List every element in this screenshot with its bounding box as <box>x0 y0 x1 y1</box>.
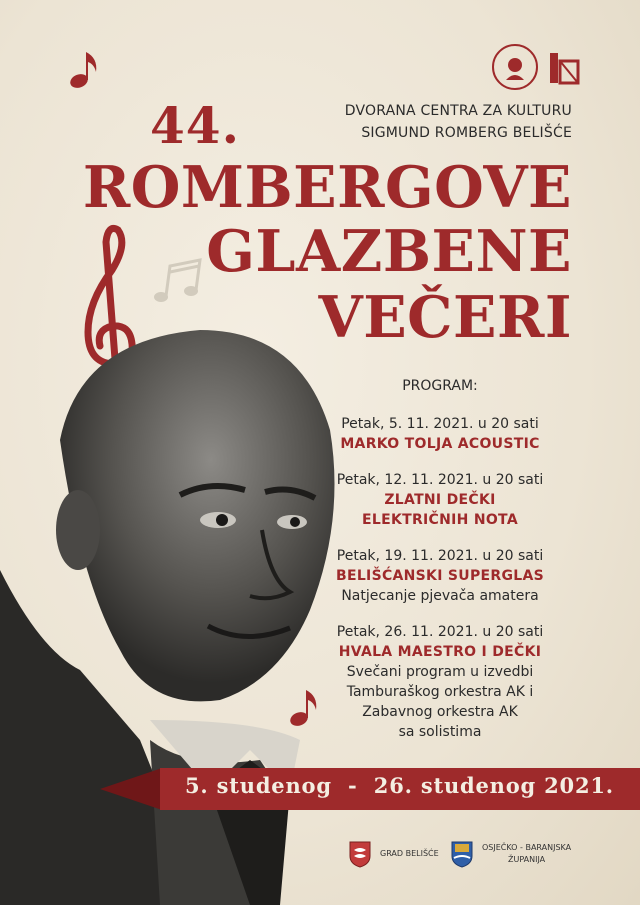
event-item <box>310 470 570 530</box>
event-description: Svečani program u izvedbi <box>346 664 534 680</box>
event-description: sa solistima <box>398 724 482 740</box>
grad-belisce-crest <box>348 840 372 868</box>
event-date: Petak, 19. 11. 2021. u 20 sati <box>336 548 544 564</box>
event-title: BELIŠĆANSKI SUPERGLAS <box>336 568 544 584</box>
title-line-3: VEČERI <box>318 284 572 351</box>
program-header: PROGRAM: <box>402 378 478 394</box>
venue-line-1: DVORANA CENTRA ZA KULTURU <box>344 103 572 119</box>
event-date: Petak, 12. 11. 2021. u 20 sati <box>336 472 544 488</box>
program-list <box>310 376 570 758</box>
title-line-1: ROMBERGOVE <box>82 154 572 221</box>
event-description: Natjecanje pjevača amatera <box>341 588 539 604</box>
event-title: ZLATNI DEČKI <box>384 492 496 508</box>
title-line-2: GLAZBENE <box>206 218 572 285</box>
sponsor-grad-belisce <box>348 840 439 868</box>
banner-arrow <box>100 768 162 810</box>
music-note-icon <box>68 48 104 90</box>
event-description: Zabavnog orkestra AK <box>362 704 518 720</box>
romberg-logo <box>492 44 538 90</box>
date-range: 5. studenog - 26. studenog 2021. <box>185 773 614 798</box>
event-date: Petak, 26. 11. 2021. u 20 sati <box>336 624 544 640</box>
sponsor-label: OSJEČKO - BARANJSKA <box>482 843 572 852</box>
event-title: HVALA MAESTRO I DEČKI <box>338 644 542 660</box>
sponsor-label: ŽUPANIJA <box>507 855 546 864</box>
event-title: MARKO TOLJA ACOUSTIC <box>340 436 540 452</box>
music-note-icon <box>150 258 208 306</box>
ak-logo <box>546 47 584 87</box>
edition-number: 44. <box>150 96 240 155</box>
sponsor-label: GRAD BELIŠĆE <box>380 849 439 858</box>
logos <box>492 44 584 90</box>
event-item <box>310 414 570 454</box>
event-item <box>310 546 570 606</box>
event-title: ELEKTRIČNIH NOTA <box>362 512 518 528</box>
event-description: Tamburaškog orkestra AK i <box>346 684 534 700</box>
event-item <box>310 622 570 742</box>
sponsor-zupanija <box>450 840 571 868</box>
venue-block <box>345 100 572 144</box>
zupanija-crest <box>450 840 474 868</box>
venue-line-2: SIGMUND ROMBERG BELIŠĆE <box>361 125 572 141</box>
event-date: Petak, 5. 11. 2021. u 20 sati <box>341 416 539 432</box>
